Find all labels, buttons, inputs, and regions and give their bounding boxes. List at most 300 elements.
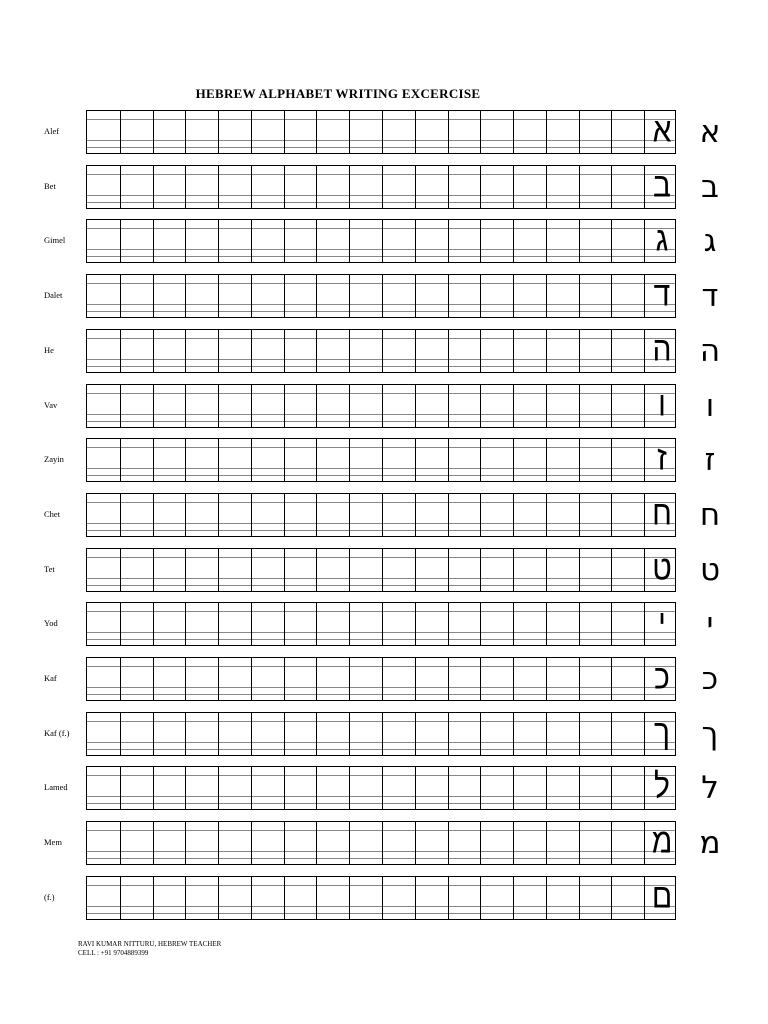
cell-divider <box>185 877 186 919</box>
cell-divider <box>382 111 383 153</box>
cell-divider <box>284 713 285 755</box>
letter-row <box>0 766 768 814</box>
cell-divider <box>448 603 449 645</box>
cell-divider <box>316 494 317 536</box>
cell-divider <box>382 658 383 700</box>
cell-divider <box>546 494 547 536</box>
cell-divider <box>480 275 481 317</box>
cell-divider <box>546 111 547 153</box>
letter-name: (f.) <box>44 891 55 902</box>
writing-grid[interactable] <box>86 493 676 537</box>
cell-divider <box>579 111 580 153</box>
guide-line <box>87 304 675 305</box>
cell-divider <box>546 713 547 755</box>
cell-divider <box>218 385 219 427</box>
cell-divider <box>644 549 645 591</box>
cell-divider <box>349 767 350 809</box>
guide-line <box>87 366 675 367</box>
cell-divider <box>480 822 481 864</box>
guide-line <box>87 530 675 531</box>
writing-grid[interactable] <box>86 384 676 428</box>
cell-divider <box>611 549 612 591</box>
cell-divider <box>251 658 252 700</box>
cell-divider <box>153 767 154 809</box>
cell-divider <box>284 603 285 645</box>
footer-teacher: RAVI KUMAR NITTURU, HEBREW TEACHER <box>78 940 222 948</box>
cell-divider <box>480 220 481 262</box>
cell-divider <box>448 439 449 481</box>
letter-name: Tet <box>44 563 55 574</box>
cell-divider <box>218 330 219 372</box>
cell-divider <box>480 603 481 645</box>
cell-divider <box>153 330 154 372</box>
guide-line <box>87 359 675 360</box>
cell-divider <box>382 275 383 317</box>
cell-divider <box>251 549 252 591</box>
cell-divider <box>513 330 514 372</box>
model-letter: ב <box>653 164 671 206</box>
cell-divider <box>382 166 383 208</box>
cell-divider <box>284 330 285 372</box>
cell-divider <box>611 494 612 536</box>
cell-divider <box>513 822 514 864</box>
writing-grid[interactable] <box>86 219 676 263</box>
guide-line <box>87 721 675 722</box>
printed-letter: א <box>699 114 721 150</box>
writing-grid[interactable] <box>86 657 676 701</box>
cell-divider <box>415 275 416 317</box>
letter-row <box>0 384 768 432</box>
cell-divider <box>644 439 645 481</box>
guide-line <box>87 421 675 422</box>
cell-divider <box>415 330 416 372</box>
cell-divider <box>251 220 252 262</box>
cell-divider <box>480 713 481 755</box>
cell-divider <box>153 877 154 919</box>
cell-divider <box>349 494 350 536</box>
cell-divider <box>349 385 350 427</box>
writing-grid[interactable] <box>86 712 676 756</box>
cell-divider <box>546 275 547 317</box>
cell-divider <box>153 111 154 153</box>
model-letter: ו <box>658 383 666 425</box>
cell-divider <box>349 330 350 372</box>
cell-divider <box>153 603 154 645</box>
cell-divider <box>448 385 449 427</box>
model-letter: א <box>652 110 672 151</box>
cell-divider <box>611 767 612 809</box>
guide-line <box>87 523 675 524</box>
cell-divider <box>120 494 121 536</box>
cell-divider <box>579 603 580 645</box>
model-letter: ג <box>655 219 669 260</box>
cell-divider <box>120 439 121 481</box>
cell-divider <box>349 822 350 864</box>
cell-divider <box>579 877 580 919</box>
cell-divider <box>513 713 514 755</box>
printed-letter: ה <box>699 332 721 369</box>
model-letter: ז <box>657 438 667 479</box>
model-letter: ך <box>653 711 671 753</box>
cell-divider <box>480 385 481 427</box>
cell-divider <box>382 220 383 262</box>
cell-divider <box>185 767 186 809</box>
letter-name: Yod <box>44 618 58 629</box>
guide-line <box>87 666 675 667</box>
cell-divider <box>251 767 252 809</box>
guide-line <box>87 585 675 586</box>
writing-grid[interactable] <box>86 165 676 209</box>
guide-line <box>87 687 675 688</box>
cell-divider <box>185 713 186 755</box>
printed-letter: ו <box>705 387 715 424</box>
letter-name: Vav <box>44 399 58 410</box>
guide-line <box>87 311 675 312</box>
letter-row <box>0 712 768 760</box>
cell-divider <box>218 713 219 755</box>
letter-row <box>0 602 768 650</box>
letter-row <box>0 821 768 869</box>
printed-letter: ל <box>701 770 719 807</box>
cell-divider <box>382 494 383 536</box>
writing-grid[interactable] <box>86 329 676 373</box>
guide-line <box>87 632 675 633</box>
cell-divider <box>316 658 317 700</box>
cell-divider <box>120 603 121 645</box>
cell-divider <box>448 330 449 372</box>
printed-letter: י <box>706 606 714 643</box>
cell-divider <box>284 658 285 700</box>
cell-divider <box>448 549 449 591</box>
cell-divider <box>349 166 350 208</box>
cell-divider <box>382 439 383 481</box>
cell-divider <box>611 658 612 700</box>
cell-divider <box>644 166 645 208</box>
cell-divider <box>546 330 547 372</box>
cell-divider <box>218 877 219 919</box>
cell-divider <box>513 603 514 645</box>
cell-divider <box>251 494 252 536</box>
cell-divider <box>546 767 547 809</box>
writing-grid[interactable] <box>86 438 676 482</box>
cell-divider <box>284 549 285 591</box>
guide-line <box>87 195 675 196</box>
printed-letter: ח <box>699 496 721 533</box>
cell-divider <box>251 713 252 755</box>
cell-divider <box>185 822 186 864</box>
footer-phone: CELL : +91 9704889399 <box>78 949 149 957</box>
model-letter: ט <box>652 547 672 589</box>
cell-divider <box>415 549 416 591</box>
cell-divider <box>611 385 612 427</box>
cell-divider <box>513 549 514 591</box>
cell-divider <box>415 439 416 481</box>
guide-line <box>87 851 675 852</box>
cell-divider <box>579 494 580 536</box>
cell-divider <box>448 877 449 919</box>
guide-line <box>87 338 675 339</box>
cell-divider <box>579 549 580 591</box>
guide-line <box>87 475 675 476</box>
guide-line <box>87 283 675 284</box>
guide-line <box>87 249 675 250</box>
cell-divider <box>316 713 317 755</box>
cell-divider <box>513 439 514 481</box>
cell-divider <box>644 385 645 427</box>
cell-divider <box>120 877 121 919</box>
letter-name: Dalet <box>44 290 63 301</box>
letter-row <box>0 329 768 377</box>
cell-divider <box>546 166 547 208</box>
letter-row <box>0 876 768 924</box>
cell-divider <box>644 713 645 755</box>
cell-divider <box>644 658 645 700</box>
guide-line <box>87 119 675 120</box>
cell-divider <box>644 220 645 262</box>
cell-divider <box>349 603 350 645</box>
cell-divider <box>251 877 252 919</box>
cell-divider <box>120 220 121 262</box>
letter-name: Kaf <box>44 673 57 683</box>
cell-divider <box>611 822 612 864</box>
cell-divider <box>251 822 252 864</box>
cell-divider <box>185 330 186 372</box>
cell-divider <box>546 385 547 427</box>
cell-divider <box>185 220 186 262</box>
cell-divider <box>448 767 449 809</box>
cell-divider <box>644 111 645 153</box>
cell-divider <box>349 220 350 262</box>
model-letter: ם <box>651 876 673 917</box>
guide-line <box>87 906 675 907</box>
cell-divider <box>120 713 121 755</box>
cell-divider <box>579 385 580 427</box>
writing-grid[interactable] <box>86 821 676 865</box>
cell-divider <box>284 767 285 809</box>
cell-divider <box>251 330 252 372</box>
cell-divider <box>218 549 219 591</box>
cell-divider <box>644 767 645 809</box>
cell-divider <box>316 330 317 372</box>
cell-divider <box>316 549 317 591</box>
guide-line <box>87 913 675 914</box>
cell-divider <box>251 439 252 481</box>
cell-divider <box>218 822 219 864</box>
cell-divider <box>513 494 514 536</box>
cell-divider <box>185 603 186 645</box>
guide-line <box>87 611 675 612</box>
guide-line <box>87 775 675 776</box>
cell-divider <box>513 658 514 700</box>
cell-divider <box>349 877 350 919</box>
cell-divider <box>251 385 252 427</box>
guide-line <box>87 694 675 695</box>
cell-divider <box>546 658 547 700</box>
cell-divider <box>120 111 121 153</box>
cell-divider <box>480 549 481 591</box>
cell-divider <box>218 603 219 645</box>
cell-divider <box>153 275 154 317</box>
model-letter: ה <box>652 329 672 370</box>
cell-divider <box>579 822 580 864</box>
cell-divider <box>349 658 350 700</box>
cell-divider <box>284 166 285 208</box>
cell-divider <box>185 549 186 591</box>
cell-divider <box>611 439 612 481</box>
guide-line <box>87 830 675 831</box>
cell-divider <box>480 494 481 536</box>
cell-divider <box>546 603 547 645</box>
cell-divider <box>120 385 121 427</box>
cell-divider <box>185 275 186 317</box>
cell-divider <box>480 330 481 372</box>
cell-divider <box>415 494 416 536</box>
cell-divider <box>644 877 645 919</box>
cell-divider <box>218 494 219 536</box>
printed-letter: מ <box>699 825 721 862</box>
cell-divider <box>316 822 317 864</box>
guide-line <box>87 202 675 203</box>
cell-divider <box>218 166 219 208</box>
cell-divider <box>579 658 580 700</box>
writing-grid[interactable] <box>86 110 676 154</box>
cell-divider <box>415 713 416 755</box>
printed-letter: ך <box>701 715 719 752</box>
guide-line <box>87 749 675 750</box>
guide-line <box>87 639 675 640</box>
cell-divider <box>284 111 285 153</box>
cell-divider <box>316 275 317 317</box>
cell-divider <box>120 166 121 208</box>
cell-divider <box>644 494 645 536</box>
guide-line <box>87 256 675 257</box>
cell-divider <box>448 166 449 208</box>
model-letter: ד <box>653 274 671 315</box>
cell-divider <box>448 713 449 755</box>
cell-divider <box>153 713 154 755</box>
model-letter: ח <box>652 493 672 534</box>
cell-divider <box>480 767 481 809</box>
cell-divider <box>120 275 121 317</box>
guide-line <box>87 414 675 415</box>
cell-divider <box>382 767 383 809</box>
cell-divider <box>153 439 154 481</box>
cell-divider <box>415 220 416 262</box>
cell-divider <box>579 220 580 262</box>
letter-name: Mem <box>44 837 62 848</box>
cell-divider <box>382 713 383 755</box>
guide-line <box>87 796 675 797</box>
letter-name: Chet <box>44 508 61 519</box>
cell-divider <box>448 220 449 262</box>
cell-divider <box>218 275 219 317</box>
cell-divider <box>382 330 383 372</box>
letter-row <box>0 493 768 541</box>
letter-name: Bet <box>44 180 56 191</box>
cell-divider <box>546 549 547 591</box>
guide-line <box>87 447 675 448</box>
cell-divider <box>513 111 514 153</box>
cell-divider <box>415 877 416 919</box>
letter-name: Kaf (f.) <box>44 727 70 738</box>
cell-divider <box>448 822 449 864</box>
cell-divider <box>349 275 350 317</box>
cell-divider <box>382 603 383 645</box>
cell-divider <box>611 713 612 755</box>
cell-divider <box>120 549 121 591</box>
guide-line <box>87 502 675 503</box>
cell-divider <box>611 877 612 919</box>
model-letter: י <box>658 602 666 643</box>
cell-divider <box>415 658 416 700</box>
writing-grid[interactable] <box>86 548 676 592</box>
cell-divider <box>153 166 154 208</box>
printed-letter: ט <box>699 551 721 588</box>
model-letter: ל <box>654 766 670 807</box>
writing-grid[interactable] <box>86 766 676 810</box>
cell-divider <box>120 822 121 864</box>
cell-divider <box>153 658 154 700</box>
cell-divider <box>382 822 383 864</box>
cell-divider <box>120 330 121 372</box>
printed-letter: ז <box>704 442 716 479</box>
cell-divider <box>316 166 317 208</box>
guide-line <box>87 557 675 558</box>
cell-divider <box>644 822 645 864</box>
printed-letter: ב <box>701 168 719 205</box>
writing-grid[interactable] <box>86 274 676 318</box>
cell-divider <box>513 877 514 919</box>
cell-divider <box>415 111 416 153</box>
printed-letter: ד <box>701 278 719 315</box>
letter-name: Gimel <box>44 235 66 246</box>
cell-divider <box>644 330 645 372</box>
cell-divider <box>415 822 416 864</box>
writing-grid[interactable] <box>86 602 676 646</box>
cell-divider <box>218 767 219 809</box>
cell-divider <box>579 439 580 481</box>
guide-line <box>87 174 675 175</box>
cell-divider <box>349 111 350 153</box>
cell-divider <box>382 385 383 427</box>
cell-divider <box>546 877 547 919</box>
page-title: HEBREW ALPHABET WRITING EXCERCISE <box>195 86 481 101</box>
writing-grid[interactable] <box>86 876 676 920</box>
cell-divider <box>316 603 317 645</box>
cell-divider <box>480 111 481 153</box>
cell-divider <box>448 494 449 536</box>
letter-row <box>0 657 768 705</box>
guide-line <box>87 803 675 804</box>
cell-divider <box>284 822 285 864</box>
cell-divider <box>120 767 121 809</box>
cell-divider <box>185 166 186 208</box>
cell-divider <box>153 549 154 591</box>
cell-divider <box>153 385 154 427</box>
cell-divider <box>480 877 481 919</box>
cell-divider <box>185 439 186 481</box>
cell-divider <box>611 220 612 262</box>
cell-divider <box>185 658 186 700</box>
guide-line <box>87 742 675 743</box>
guide-line <box>87 578 675 579</box>
cell-divider <box>611 166 612 208</box>
guide-line <box>87 228 675 229</box>
cell-divider <box>513 767 514 809</box>
cell-divider <box>316 439 317 481</box>
cell-divider <box>120 658 121 700</box>
guide-line <box>87 858 675 859</box>
